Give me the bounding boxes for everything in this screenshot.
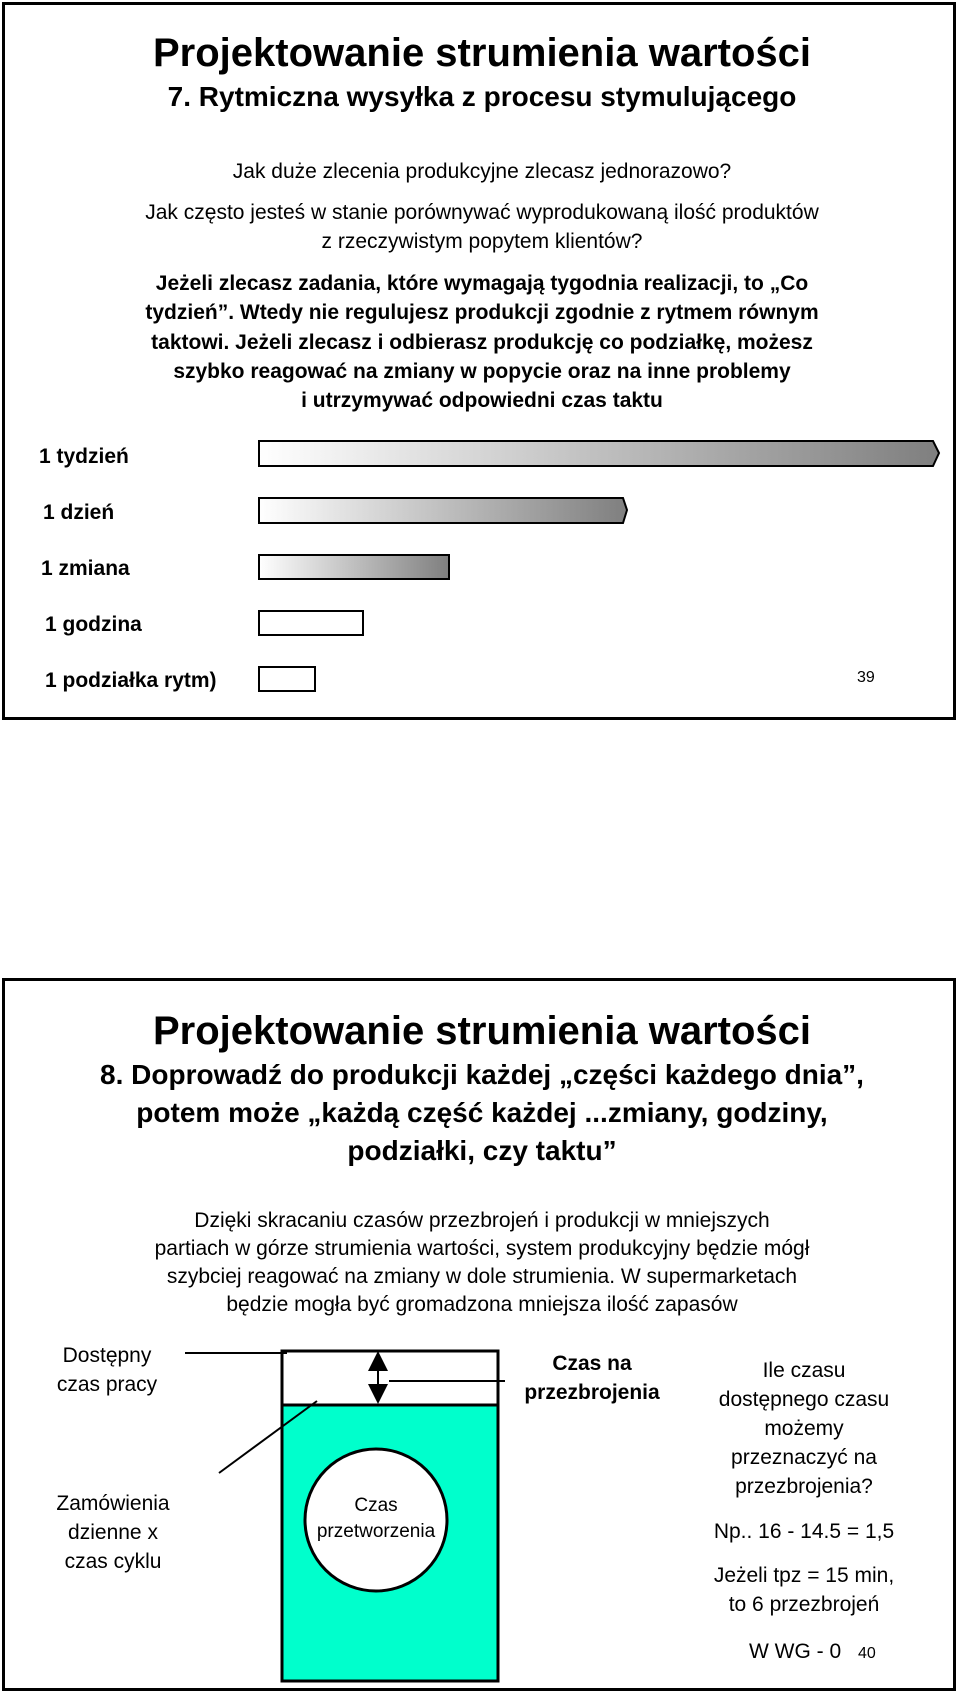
paragraph-line-4: będzie mogła być gromadzona mniejsza ilość zapasów: [226, 1293, 738, 1316]
question-2-line-1: Jak często jesteś w stanie porównywać wyprodukowaną ilość produktów: [145, 201, 819, 224]
bar-shift: [259, 555, 449, 579]
slide-title: Projektowanie strumienia wartości: [153, 31, 811, 75]
label-orders-line-2: dzienne x: [68, 1521, 158, 1544]
row-label-shift: 1 zmiana: [41, 557, 130, 580]
circle-label: [306, 1493, 446, 1545]
label-available-time-line-2: czas pracy: [56, 1373, 158, 1396]
row-label-hour: 1 godzina: [45, 613, 142, 636]
question-line-4: przeznaczyć na: [731, 1446, 877, 1469]
question-line-5: przezbrojenia?: [735, 1475, 873, 1498]
paragraph-line-3: taktowi. Jeżeli zlecasz i odbierasz produkcję co podziałkę, możesz: [151, 331, 813, 354]
tpz-line-2: to 6 przezbrojeń: [728, 1593, 880, 1616]
tpz-line-1: Jeżeli tpz = 15 min,: [713, 1564, 895, 1587]
paragraph-line-5: i utrzymywać odpowiedni czas taktu: [301, 389, 663, 412]
row-label-week: 1 tydzień: [39, 445, 129, 468]
label-orders-line-3: czas cyklu: [64, 1550, 162, 1573]
label-available-time-line-1: Dostępny: [62, 1344, 152, 1367]
paragraph-line-3: szybciej reagować na zmiany w dole strumienia. W supermarketach: [166, 1265, 798, 1288]
label-available-time: [37, 1341, 177, 1399]
page-number: 40: [858, 1645, 876, 1662]
bar-pitch: [259, 667, 315, 691]
question-line-3: możemy: [764, 1417, 844, 1440]
label-orders: [43, 1489, 183, 1576]
slide-subtitle-line-1: 8. Doprowadź do produkcji każdej „części każdego dnia”,: [100, 1059, 864, 1090]
footer-code: W WG - 0: [749, 1640, 842, 1663]
slide-subtitle: 7. Rytmiczna wysyłka z procesu stymulującego: [167, 81, 797, 112]
bar-day: [259, 498, 627, 523]
label-changeover-time: [507, 1349, 677, 1407]
label-orders-line-1: Zamówienia: [56, 1492, 170, 1515]
bar-hour: [259, 611, 363, 635]
tpz-note: [689, 1561, 919, 1619]
paragraph-line-1: Jeżeli zlecasz zadania, które wymagają tygodnia realizacji, to „Co: [155, 272, 809, 295]
interval-bars: [5, 5, 959, 723]
bar-week: [259, 441, 939, 466]
paragraph-line-4: szybko reagować na zmiany w popycie oraz na inne problemy: [173, 360, 791, 383]
slide-title: Projektowanie strumienia wartości: [153, 1009, 811, 1053]
page-number: 39: [857, 669, 875, 686]
label-changeover-line-2: przezbrojenia: [524, 1381, 660, 1404]
slide-subtitle-line-3: podziałki, czy taktu”: [347, 1135, 617, 1166]
paragraph-line-2: tydzień”. Wtedy nie regulujesz produkcji zgodnie z rytmem równym: [145, 301, 819, 324]
label-changeover-line-1: Czas na: [552, 1352, 632, 1375]
question-line-1: Ile czasu: [762, 1359, 846, 1382]
circle-label-line-1: Czas: [354, 1495, 398, 1516]
row-label-pitch: 1 podziałka rytm): [45, 669, 217, 692]
slide-39: [2, 2, 956, 720]
paragraph-line-2: partiach w górze strumienia wartości, system produkcyjny będzie mógł: [154, 1237, 810, 1260]
paragraph-line-1: Dzięki skracaniu czasów przezbrojeń i produkcji w mniejszych: [194, 1209, 770, 1232]
question-line-2: dostępnego czasu: [718, 1388, 890, 1411]
question-2-line-2: z rzeczywistym popytem klientów?: [321, 230, 643, 253]
question-1: Jak duże zlecenia produkcyjne zlecasz jednorazowo?: [232, 160, 732, 183]
calculation-example: Np.. 16 - 14.5 = 1,5: [713, 1520, 895, 1543]
row-label-day: 1 dzień: [43, 501, 115, 524]
circle-label-line-2: przetworzenia: [316, 1521, 436, 1542]
question-changeover: [689, 1356, 919, 1501]
slide-40: [2, 978, 956, 1691]
slide-subtitle-line-2: potem może „każdą część każdej ...zmiany, godziny,: [136, 1097, 828, 1128]
